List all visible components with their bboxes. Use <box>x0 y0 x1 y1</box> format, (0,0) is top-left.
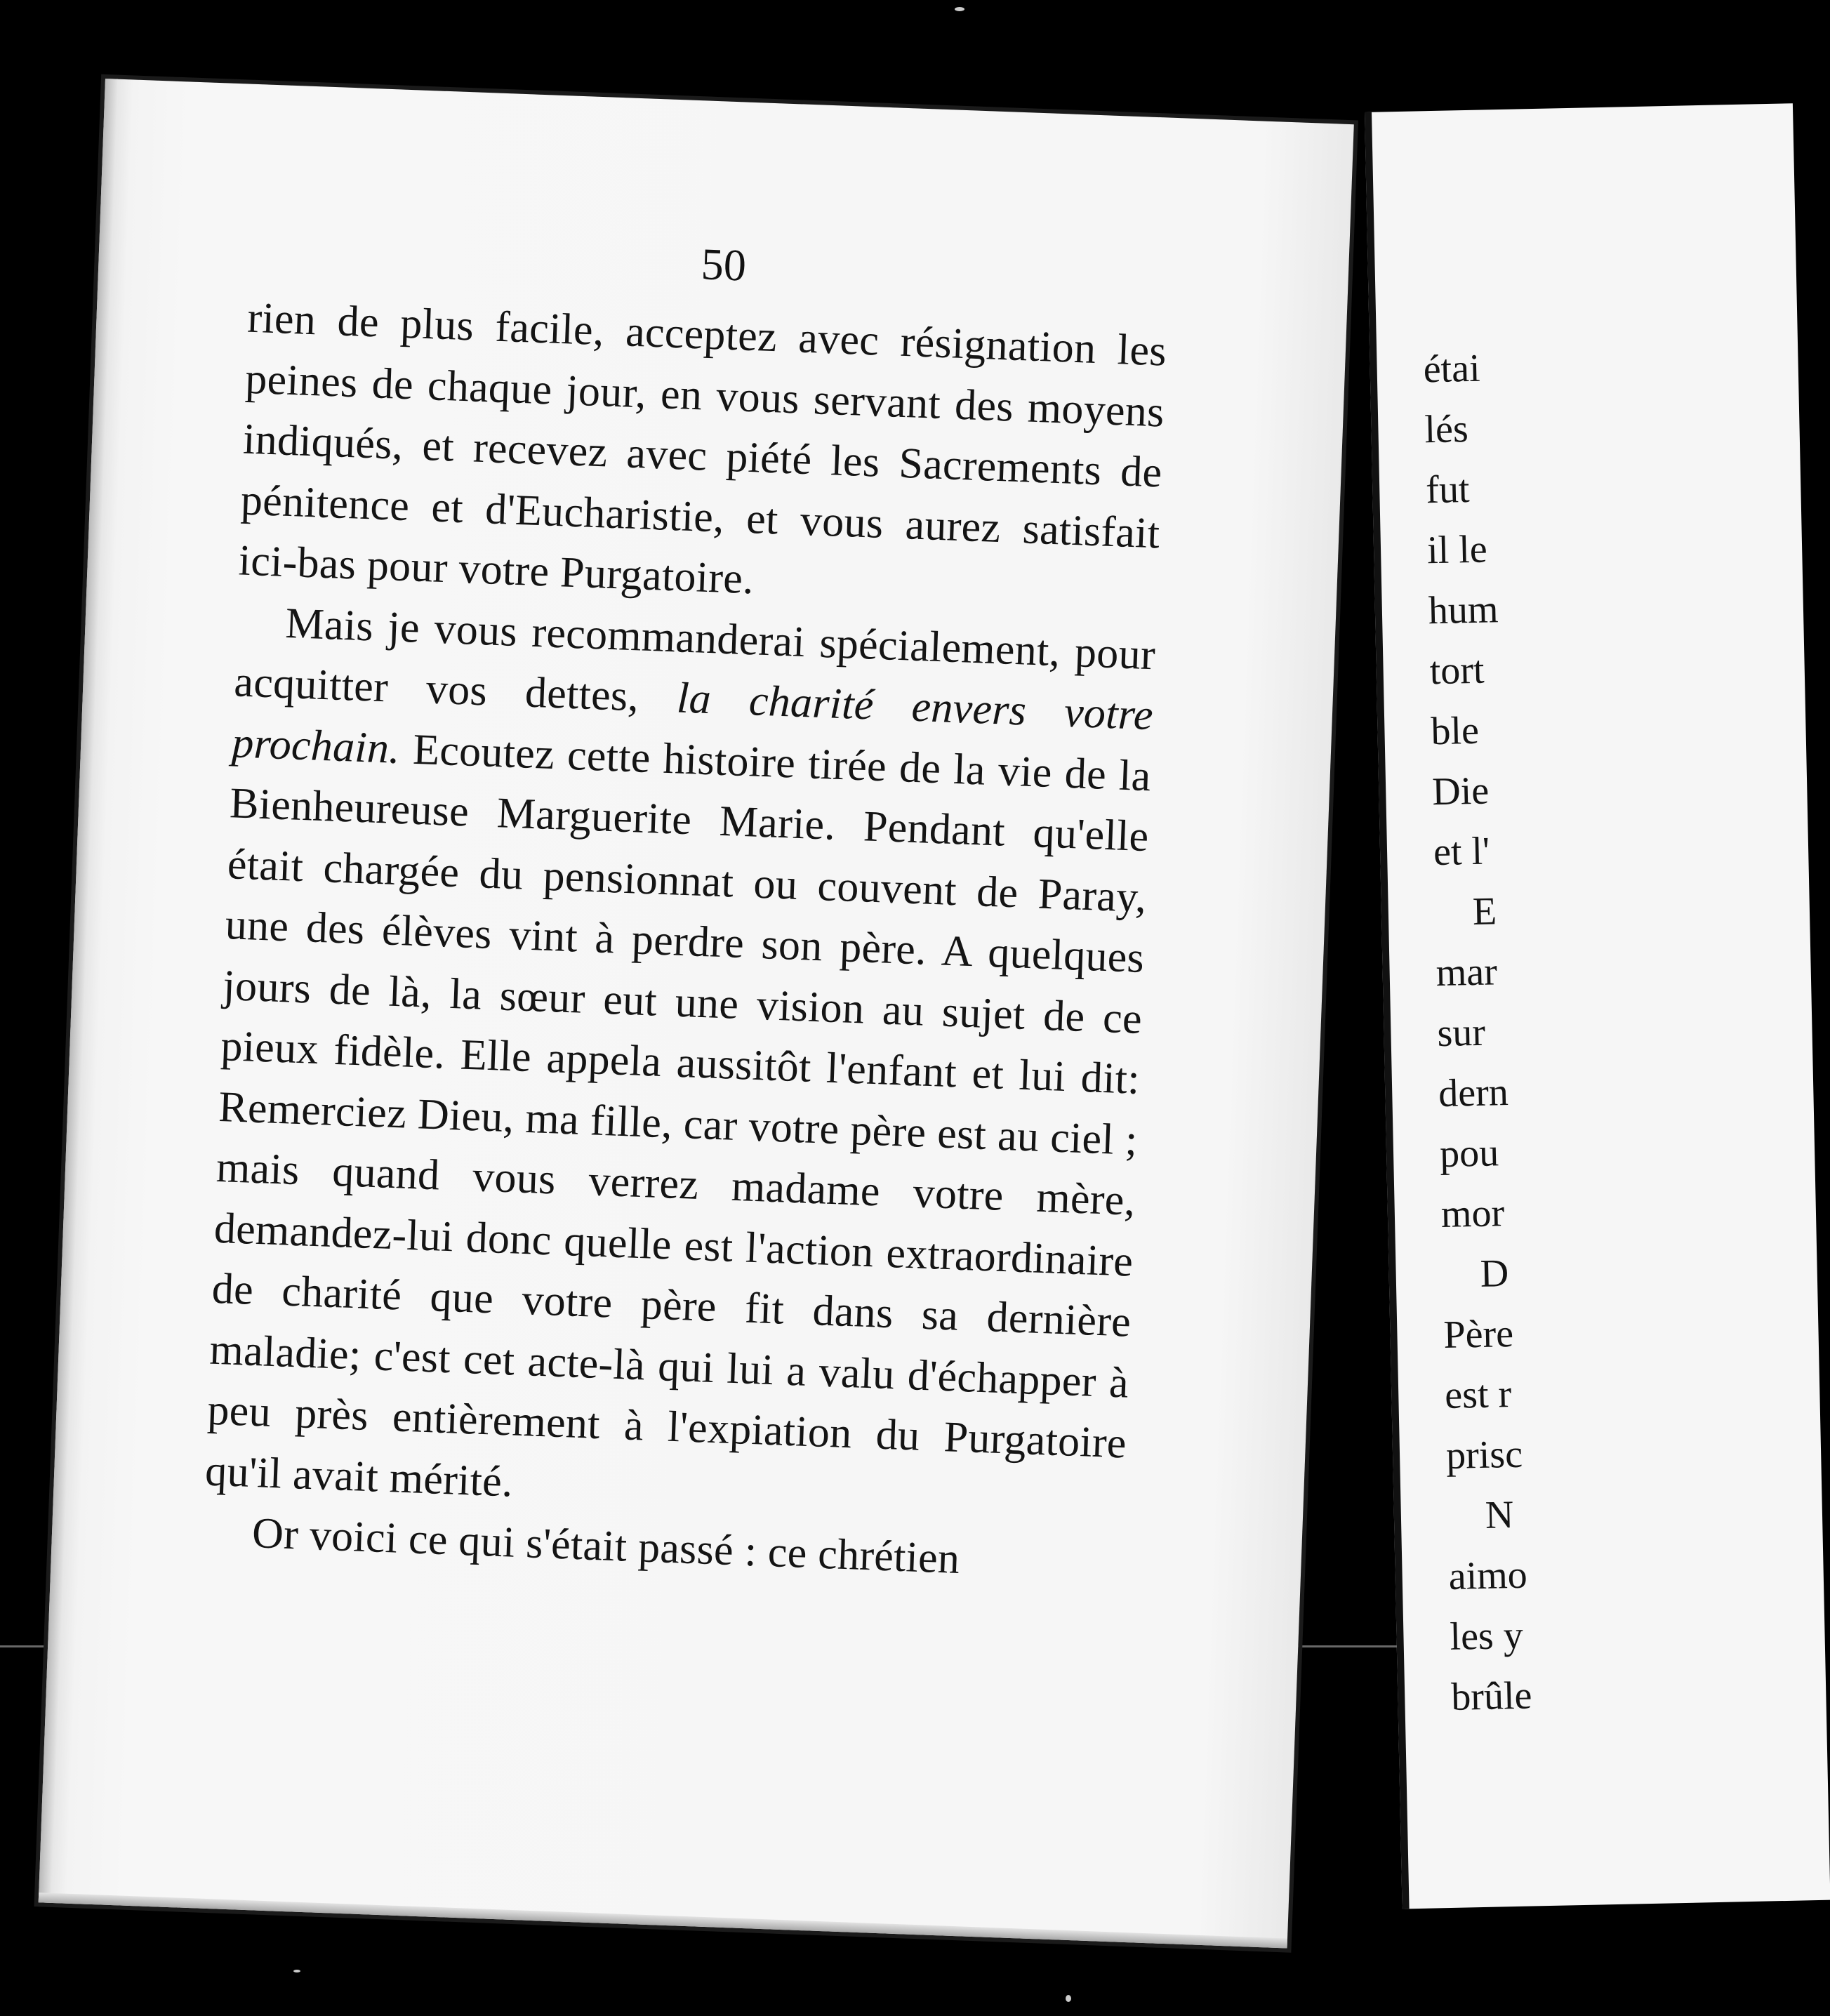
right-page-line: fut <box>1425 467 1471 512</box>
right-page-line: ble <box>1430 708 1480 754</box>
right-page-line: il le <box>1426 527 1488 573</box>
right-page-line: est r <box>1444 1372 1512 1418</box>
right-page-line: hum <box>1428 588 1499 633</box>
right-page-line: dern <box>1438 1070 1509 1116</box>
paragraph-2-end: Ecoutez cette histoire tirée de la vie de la Bienheureuse Marguerite Marie. Pendant qu'elle était chargée du pensionnat ou couvent de Paray, une des élèves vint à perdre son père. A quelques jours de là, la sœur eut une vision au sujet de ce pieux fidèle. Elle appela aussitôt l'enfant et lui dit: Remerciez Dieu, ma fille, car votre père est au ciel ; mais quand vous verrez madame votre mère, demandez-lui donc quelle est l'action extraordinaire de charité que votre père fit dans sa dernière maladie; c'est cet acte-là qui lui a valu d'échapper à peu près entièrement à l'expiation du Purgatoire qu'il avait mérité. <box>204 724 1152 1506</box>
right-page-line: E <box>1472 889 1497 934</box>
right-page-line: D <box>1480 1252 1509 1296</box>
left-page <box>39 79 1354 1948</box>
scan-speck <box>955 7 964 11</box>
page-text <box>202 288 1168 1596</box>
right-page-line: aimo <box>1448 1553 1528 1598</box>
right-page-line: les y <box>1449 1613 1524 1659</box>
scan-speck <box>1066 1995 1071 2002</box>
paragraph-1: rien de plus facile, acceptez avec résignation les peines de chaque jour, en vous servant des moyens indiqués, et recevez avec piété les Sacrements de pénitence et d'Eucharistie, et vous aurez satisfait ici-bas pour votre Purgatoire. <box>237 293 1168 604</box>
right-page-line: mor <box>1440 1191 1505 1237</box>
right-page-line: mar <box>1436 950 1498 995</box>
right-page-line: et l' <box>1433 829 1490 875</box>
right-page-line: sur <box>1436 1010 1486 1056</box>
right-page-line: prisc <box>1445 1432 1523 1478</box>
paragraph-2 <box>204 591 1157 1535</box>
right-page-line: Père <box>1443 1311 1514 1358</box>
right-page-line: N <box>1485 1492 1514 1537</box>
right-page-line: brûle <box>1450 1673 1532 1719</box>
paragraph-2-italic: la charité envers votre prochain. <box>231 674 1154 773</box>
page-number: 50 <box>700 239 748 291</box>
right-page-line: pou <box>1439 1131 1499 1176</box>
paragraph-3: Or voici ce qui s'était passé : ce chrétien <box>251 1509 961 1584</box>
right-page-line: tort <box>1429 648 1485 694</box>
right-page-line: Die <box>1431 769 1490 814</box>
scan-speck <box>293 1970 300 1972</box>
right-page-line: lés <box>1424 407 1469 452</box>
paragraph-2-start: Mais je vous recommanderai spécialement, pour acquitter vos dettes, <box>233 599 1157 722</box>
right-page-line: étai <box>1423 346 1481 392</box>
right-page <box>1365 103 1830 1909</box>
